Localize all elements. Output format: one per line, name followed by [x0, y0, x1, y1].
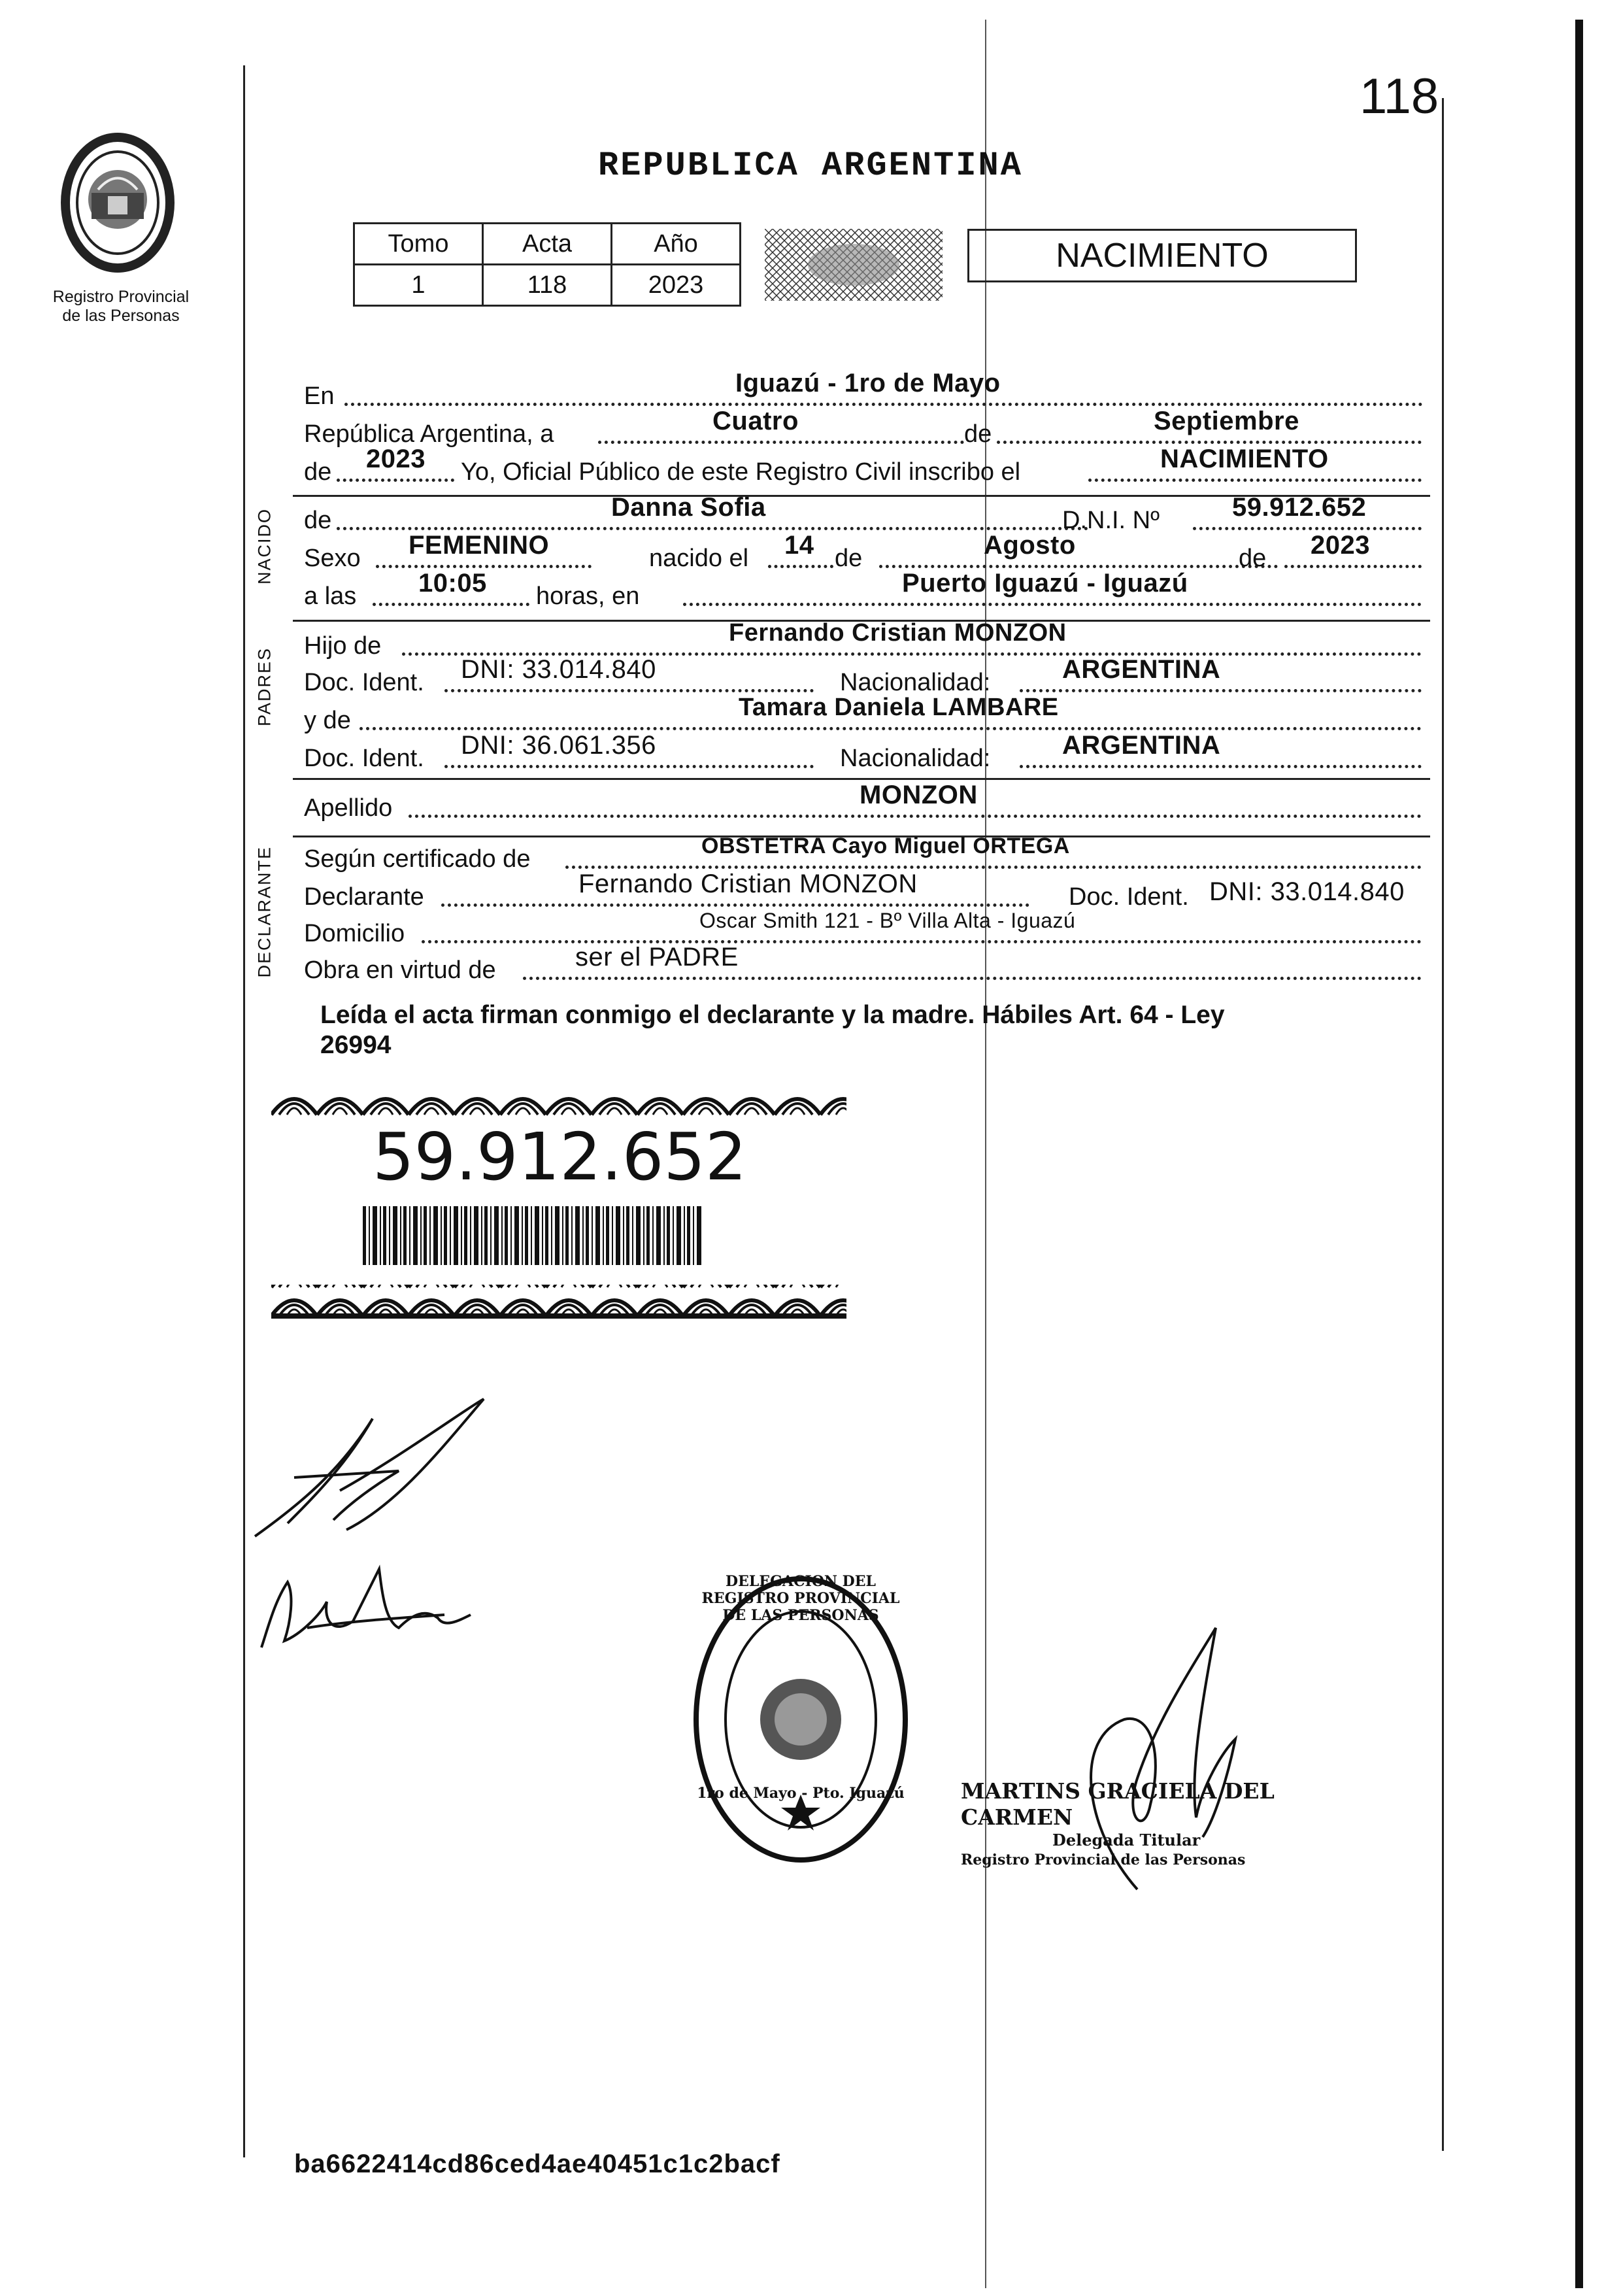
father-nac: ARGENTINA: [1062, 655, 1221, 684]
label-nacido-el: nacido el: [649, 545, 749, 572]
label-dni: D.N.I. Nº: [1062, 507, 1160, 534]
birth-time: 10:05: [418, 569, 487, 598]
register-value-anio: 2023: [612, 265, 741, 306]
register-value-tomo: 1: [354, 265, 483, 306]
child-dni: 59.912.652: [1232, 493, 1367, 522]
id-block: [271, 1089, 846, 1324]
seal-label-line2: de las Personas: [62, 307, 180, 325]
label-cert: Según certificado de: [304, 845, 531, 873]
document-type-box: NACIMIENTO: [967, 229, 1357, 282]
register-header-acta: Acta: [483, 224, 612, 265]
birth-day: 14: [784, 531, 814, 560]
stamp-inner-text: 1ro de Mayo - Pto. Iguazú: [697, 1785, 905, 1802]
apellido-value: MONZON: [860, 781, 978, 809]
left-margin-line: [243, 65, 245, 2157]
official-title: Delegada Titular: [1052, 1831, 1201, 1849]
label-obra: Obra en virtud de: [304, 956, 496, 984]
child-name: Danna Sofia: [611, 493, 766, 522]
inscribo-value: NACIMIENTO: [1160, 445, 1329, 473]
label-mother-doc: Doc. Ident.: [304, 745, 424, 772]
birth-place: Puerto Iguazú - Iguazú: [902, 569, 1188, 598]
section-label-padres: PADRES: [254, 647, 275, 727]
province-seal: [46, 127, 190, 291]
official-name: MARTINS GRACIELA DEL CARMEN: [961, 1778, 1275, 1830]
official-stamp: [690, 1569, 912, 1870]
label-nacido-de: de: [304, 507, 332, 534]
sexo-value: FEMENINO: [409, 531, 550, 560]
label-hijo-de: Hijo de: [304, 632, 382, 660]
father-doc: DNI: 33.014.840: [461, 655, 656, 684]
year-value: 2023: [366, 445, 426, 473]
obra-value: ser el PADRE: [575, 943, 739, 971]
label-domicilio: Domicilio: [304, 920, 405, 947]
mother-doc: DNI: 36.061.356: [461, 731, 656, 760]
label-republica: República Argentina, a: [304, 420, 554, 448]
label-mother-nac: Nacionalidad:: [840, 745, 991, 772]
label-father-doc: Doc. Ident.: [304, 669, 424, 696]
label-apellido: Apellido: [304, 794, 393, 822]
label-declarante-doc: Doc. Ident.: [1069, 883, 1189, 911]
barcode: [363, 1206, 703, 1265]
label-birth-de2: de: [1239, 545, 1267, 572]
section-label-nacido: NACIDO: [254, 508, 275, 585]
label-sexo: Sexo: [304, 545, 361, 572]
page-number: 118: [1360, 69, 1439, 124]
register-header-tomo: Tomo: [354, 224, 483, 265]
month-value: Septiembre: [1154, 407, 1299, 435]
birth-month: Agosto: [984, 531, 1076, 560]
id-number: 59.912.652: [373, 1119, 747, 1195]
birth-year: 2023: [1311, 531, 1370, 560]
label-horas-en: horas, en: [536, 582, 640, 610]
register-table: [353, 222, 741, 307]
closing-text-line2: 26994: [320, 1031, 392, 1059]
document-title: REPUBLICA ARGENTINA: [598, 146, 1023, 185]
document-hash: ba6622414cd86ced4ae40451c1c2bacf: [294, 2150, 780, 2178]
mother-name: Tamara Daniela LAMBARE: [739, 694, 1059, 721]
declarante-doc: DNI: 33.014.840: [1209, 877, 1405, 906]
cert-value: OBSTETRA Cayo Miguel ORTEGA: [701, 834, 1070, 858]
inscribo-text: Yo, Oficial Público de este Registro Civil inscribo el: [461, 458, 1021, 486]
center-fold-line: [985, 20, 986, 2288]
declarante-value: Fernando Cristian MONZON: [578, 869, 918, 898]
right-margin-line: [1442, 98, 1444, 2151]
domicilio-value: Oscar Smith 121 - Bº Villa Alta - Iguazú: [699, 909, 1076, 932]
day-value: Cuatro: [712, 407, 799, 435]
label-de-month: de: [964, 420, 992, 448]
stamp-ring-text: DELEGACION DEL REGISTRO PROVINCIAL DE LAS PERSONAS: [701, 1573, 900, 1624]
label-a-las: a las: [304, 582, 357, 610]
seal-label-line1: Registro Provincial: [52, 288, 190, 306]
label-father-nac: Nacionalidad:: [840, 669, 991, 696]
security-pattern: [765, 229, 943, 301]
closing-text-line1: Leída el acta firman conmigo el declarante y la madre. Hábiles Art. 64 - Ley: [320, 1001, 1225, 1029]
register-value-acta: 118: [483, 265, 612, 306]
label-declarante: Declarante: [304, 883, 424, 911]
label-y-de: y de: [304, 707, 351, 734]
label-birth-de: de: [835, 545, 863, 572]
label-year-prefix: de: [304, 458, 332, 486]
section-label-declarante: DECLARANTE: [254, 845, 275, 978]
scan-edge: [1575, 20, 1583, 2288]
mother-nac: ARGENTINA: [1062, 731, 1221, 760]
signature-declarante: [248, 1393, 523, 1549]
label-en: En: [304, 382, 335, 410]
place-value: Iguazú - 1ro de Mayo: [735, 369, 1001, 397]
father-name: Fernando Cristian MONZON: [729, 619, 1067, 647]
official-office: Registro Provincial de las Personas: [961, 1851, 1246, 1868]
signature-madre: [248, 1556, 497, 1661]
register-header-anio: Año: [612, 224, 741, 265]
